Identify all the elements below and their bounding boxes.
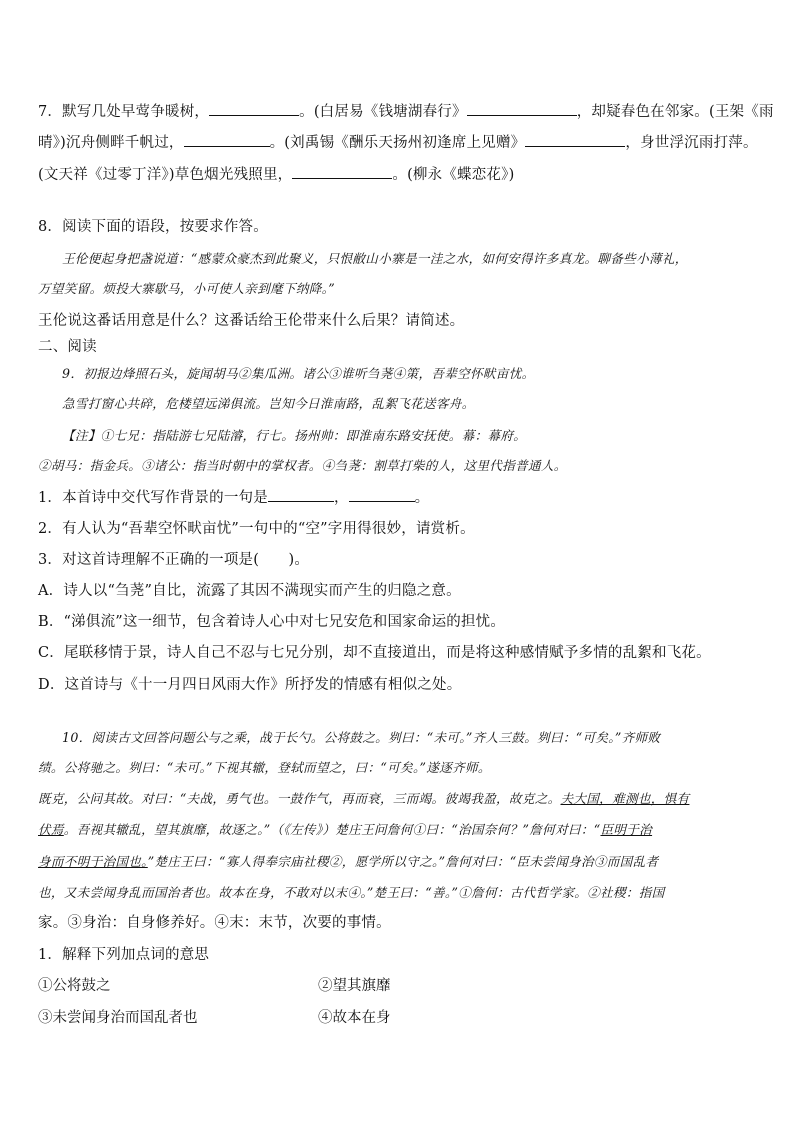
q10-passage-line-3 <box>38 788 774 810</box>
q7-answer-blank-4[interactable] <box>525 132 625 147</box>
q8-passage-line-2: 万望笑留。烦投大寨歇马，小可使人亲到麾下纳降。” <box>38 281 335 296</box>
q10-item-3: ③未尝闻身治而国乱者也 <box>38 1010 198 1026</box>
q9-option-b[interactable]: B．“涕俱流”这一细节，包含着诗人心中对七兄安危和国家命运的担忧。 <box>38 614 506 630</box>
q9-option-c[interactable]: C．尾联移情于景，诗人自己不忍与七兄分别，却不直接道出，而是将这种感情赋予多情的乱絮和飞花。 <box>38 645 711 661</box>
q7-line-1 <box>38 101 774 123</box>
q10-underlined-text: 身而不明于治国也。 <box>38 854 148 869</box>
q7-text: (文天祥《过零丁洋》)草色烟光残照里， <box>38 167 293 183</box>
q7-text: ，却疑春色在邻家。(王架《雨 <box>576 104 774 120</box>
q7-text: ，身世浮沉雨打萍。 <box>625 135 758 151</box>
q9-subquestion-3: 3．对这首诗理解不正确的一项是( )。 <box>38 552 310 568</box>
q7-line-2 <box>38 132 774 154</box>
q9-answer-blank-1[interactable] <box>268 487 334 502</box>
section-heading: 二、阅读 <box>38 339 97 355</box>
q9-text: 1．本首诗中交代写作背景的一句是 <box>38 490 268 506</box>
q10-underlined-text: 臣明于治 <box>600 822 653 837</box>
q10-item-2: ②望其旗靡 <box>318 978 391 994</box>
q8-passage-line-1: 王伦便起身把盏说道：“感蒙众豪杰到此聚义，只恨敝山小寨是一洼之水，如何安得许多真龙。聊备些小薄礼， <box>62 251 688 266</box>
q9-poem-line-2: 急雪打窗心共碎，危楼望远涕俱流。岂知今日淮南路，乱絮飞花送客舟。 <box>62 396 475 411</box>
q7-answer-blank-5[interactable] <box>292 164 392 179</box>
q7-line-3 <box>38 164 774 186</box>
q7-answer-blank-1[interactable] <box>209 101 299 116</box>
q8-title: 8．阅读下面的语段，按要求作答。 <box>38 219 268 235</box>
q9-note-line-2: ②胡马：指金兵。③诸公：指当时朝中的掌权者。④刍荛：割草打柴的人，这里代指普通人。 <box>38 458 567 473</box>
q10-text: ”楚庄王曰：“寡人得奉宗庙社稷②，愿学所以守之。”詹何对曰：“臣未尝闻身治③而国乱者 <box>147 854 659 869</box>
q10-passage-line-6: 也，又未尝闻身乱而国治者也。故本在身，不敢对以末④。”楚王曰：“善。”①詹何：古代哲学家。②社稷：指国 <box>38 885 665 900</box>
q7-text: 7．默写几处早莺争暖树， <box>38 104 210 120</box>
q10-passage-line-7: 家。③身治：自身修养好。④末：末节，次要的事情。 <box>38 915 391 931</box>
q8-question: 王伦说这番话用意是什么？这番话给王伦带来什么后果？请简述。 <box>38 313 465 329</box>
q10-subquestion-1: 1．解释下列加点词的意思 <box>38 947 210 963</box>
q7-answer-blank-2[interactable] <box>467 101 577 116</box>
q7-answer-blank-3[interactable] <box>184 132 270 147</box>
q10-text: 既克，公问其故。对曰：“夫战，勇气也。一鼓作气，再而衰，三而竭。彼竭我盈，故克之。 <box>38 791 561 806</box>
q10-item-1: ①公将鼓之 <box>38 978 111 994</box>
q9-poem-line-1: 9．初报边烽照石头，旋闻胡马②集瓜洲。诸公③谁听刍荛④策，吾辈空怀畎亩忧。 <box>62 366 535 381</box>
q10-underlined-text: 夫大国，难测也，惧有 <box>560 791 690 806</box>
q10-passage-line-4 <box>38 819 774 841</box>
q9-text: 。 <box>414 490 430 506</box>
q9-option-a[interactable]: A．诗人以“刍荛”自比，流露了其因不满现实而产生的归隐之意。 <box>38 583 461 599</box>
q10-passage-line-5 <box>38 851 774 873</box>
q9-note-line-1: 【注】①七兄：指陆游七兄陆濬，行七。扬州帅：即淮南东路安抚使。幕：幕府。 <box>62 428 527 443</box>
q10-passage-line-1: 10．阅读古文回答问题公与之乘，战于长勺。公将鼓之。刿曰：“未可。”齐人三鼓。刿曰：“可矣。”齐师败 <box>62 730 661 745</box>
q10-underlined-text: 伏焉 <box>38 822 64 837</box>
q9-answer-blank-2[interactable] <box>349 487 415 502</box>
q10-text: 。吾视其辙乱，望其旗靡，故逐之。”（《左传》）楚庄王问詹何①曰：“治国奈何？”詹何对曰：“ <box>63 822 601 837</box>
q7-text: 。(刘禹锡《酬乐天扬州初逢席上见赠》 <box>269 135 526 151</box>
q10-item-4: ④故本在身 <box>318 1010 391 1026</box>
q9-subquestion-1 <box>38 487 774 509</box>
q9-subquestion-2: 2．有人认为“吾辈空怀畎亩忧”一句中的“空”字用得很妙，请赏析。 <box>38 521 475 537</box>
q7-text: 。(柳永《蝶恋花》) <box>392 167 515 183</box>
q7-text: 。(白居易《钱塘湖春行》 <box>299 104 467 120</box>
q7-text: 晴》)沉舟侧畔千帆过， <box>38 135 184 151</box>
q9-option-d[interactable]: D．这首诗与《十一月四日风雨大作》所抒发的情感有相似之处。 <box>38 677 462 693</box>
q9-text: ， <box>333 490 349 506</box>
q10-passage-line-2: 绩。公将驰之。刿曰：“未可。”下视其辙，登轼而望之，曰：“可矣。”遂逐齐师。 <box>38 760 491 775</box>
